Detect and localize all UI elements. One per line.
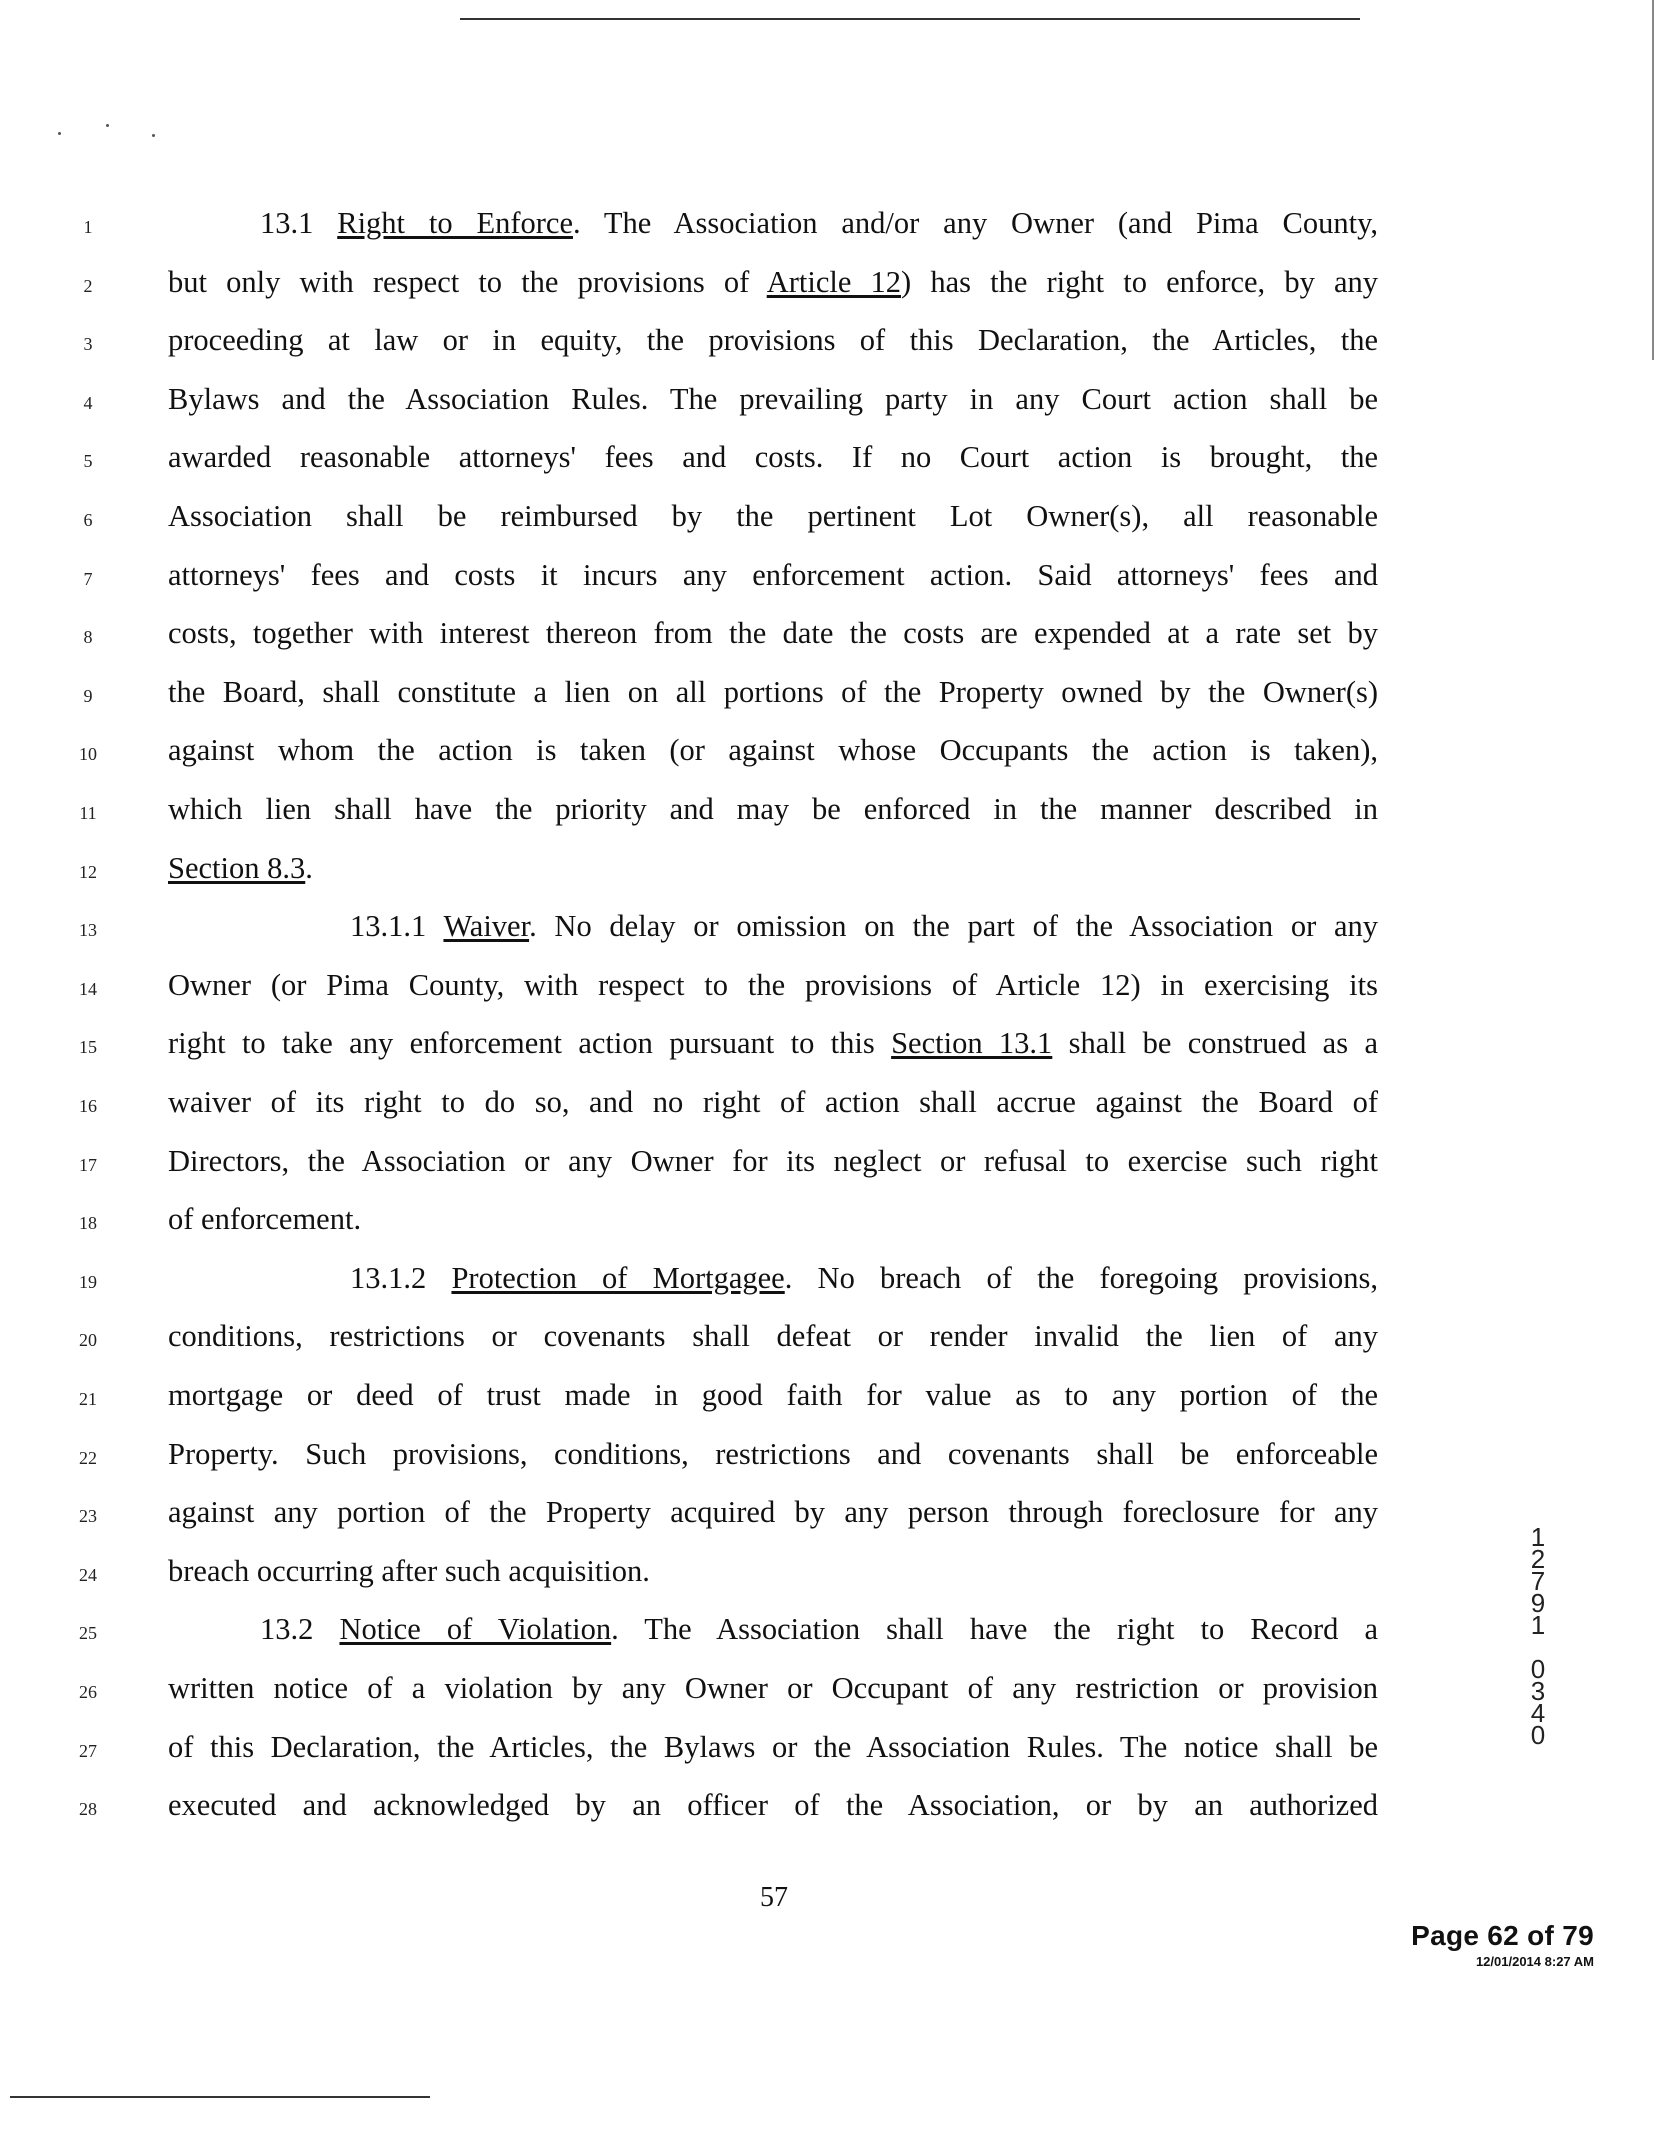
text-segment: executed and acknowledged by an officer of the Association, or by an authorized bbox=[168, 1788, 1378, 1823]
text-segment: Bylaws and the Association Rules. The prevailing party in any Court action shall be bbox=[168, 381, 1378, 416]
text-segment: of enforcement. bbox=[168, 1202, 362, 1237]
line-number: 8 bbox=[83, 627, 93, 648]
text-segment: written notice of a violation by any Owner or Occupant of any restriction or provision bbox=[168, 1671, 1378, 1705]
text-segment: right to take any enforcement action pursuant to this bbox=[168, 1026, 892, 1061]
text-segment: 13.1.1 bbox=[350, 909, 444, 944]
text-line bbox=[168, 501, 1378, 532]
line-number: 23 bbox=[79, 1506, 97, 1527]
docket-page-number bbox=[1522, 1522, 1554, 1750]
text-segment: but only with respect to the provisions of bbox=[168, 264, 767, 299]
text-line bbox=[168, 1143, 1378, 1178]
line-number: 21 bbox=[79, 1389, 97, 1409]
text-line bbox=[168, 1790, 1378, 1821]
text-segment: . The Association and/or any Owner (and Pima County, bbox=[572, 206, 1378, 240]
text-segment: costs, together with interest thereon from the date the costs are expended at a rate set by bbox=[168, 616, 1378, 651]
text-segment: . No delay or omission on the part of the Association or any bbox=[529, 909, 1378, 944]
text-segment: which lien shall have the priority and may be enforced in the manner described in bbox=[168, 792, 1378, 826]
docket-digit: 7 bbox=[1530, 1566, 1546, 1596]
text-line bbox=[168, 1087, 1378, 1118]
page-number: 57 bbox=[760, 1882, 788, 1913]
line-number: 18 bbox=[79, 1213, 97, 1234]
text-line bbox=[168, 264, 1378, 299]
line-number: 12 bbox=[79, 861, 97, 882]
text-segment: 13.2 bbox=[260, 1612, 340, 1647]
line-number: 14 bbox=[79, 978, 97, 999]
text-segment: mortgage or deed of trust made in good faith for value as to any portion of the bbox=[168, 1378, 1378, 1412]
text-segment: ) has the right to enforce, by any bbox=[901, 264, 1378, 299]
text-segment: . No breach of the foregoing provisions, bbox=[784, 1260, 1379, 1295]
text-line bbox=[168, 794, 1378, 825]
text-line bbox=[260, 208, 1378, 239]
text-segment: of this Declaration, the Articles, the Bylaws or the Association Rules. The notice shall be bbox=[168, 1729, 1378, 1764]
text-segment: Property. Such provisions, conditions, restrictions and covenants shall be enforceable bbox=[168, 1436, 1378, 1471]
text-segment: the Board, shall constitute a lien on all portions of the Property owned by the Owner(s) bbox=[168, 674, 1378, 709]
line-number: 13 bbox=[79, 920, 97, 941]
text-segment: proceeding at law or in equity, the provisions of this Declaration, the Articles, the bbox=[168, 323, 1378, 358]
text-line bbox=[168, 325, 1378, 356]
line-number: 11 bbox=[79, 803, 97, 823]
text-segment: against any portion of the Property acquired by any person through foreclosure for any bbox=[168, 1495, 1378, 1530]
text-segment: Directors, the Association or any Owner for its neglect or refusal to exercise such right bbox=[168, 1143, 1378, 1178]
docket-digit: 1 bbox=[1530, 1522, 1546, 1552]
text-segment: 13.1 bbox=[260, 206, 338, 240]
text-line bbox=[168, 850, 1378, 885]
line-number: 16 bbox=[79, 1096, 97, 1116]
text-line bbox=[168, 1204, 1378, 1235]
text-segment: 13.1.2 bbox=[350, 1260, 452, 1295]
recording-stamp bbox=[1411, 1920, 1594, 1969]
docket-digit: 0 bbox=[1530, 1654, 1546, 1684]
text-line bbox=[168, 1729, 1378, 1764]
line-number: 3 bbox=[83, 334, 93, 355]
bottom-left-line bbox=[10, 2096, 430, 2098]
text-line bbox=[350, 911, 1378, 942]
text-line bbox=[260, 1614, 1378, 1645]
text-line bbox=[168, 1553, 1378, 1588]
line-number: 4 bbox=[83, 392, 93, 413]
text-segment: . The Association shall have the right to Record a bbox=[611, 1612, 1378, 1647]
docket-digit: 0 bbox=[1530, 1720, 1546, 1750]
text-line bbox=[168, 1380, 1378, 1411]
docket-digit: 2 bbox=[1530, 1544, 1546, 1574]
docket-digit: 1 bbox=[1530, 1610, 1546, 1640]
line-number: 20 bbox=[79, 1330, 97, 1351]
line-number: 2 bbox=[83, 275, 93, 296]
recording-timestamp: 12/01/2014 8:27 AM bbox=[1475, 1954, 1594, 1969]
line-number: 19 bbox=[79, 1271, 97, 1292]
line-number: 22 bbox=[79, 1447, 97, 1468]
underlined-heading: Protection of Mortgagee bbox=[451, 1260, 785, 1295]
line-number: 7 bbox=[83, 568, 93, 589]
text-line bbox=[168, 735, 1378, 766]
text-line bbox=[350, 1260, 1379, 1295]
line-number: 26 bbox=[79, 1682, 97, 1702]
text-segment: waiver of its right to do so, and no right of action shall accrue against the Board of bbox=[168, 1085, 1378, 1119]
docket-digit: 3 bbox=[1530, 1676, 1546, 1706]
text-line bbox=[168, 442, 1378, 473]
text-line bbox=[168, 1673, 1378, 1704]
text-line bbox=[168, 381, 1378, 416]
underlined-heading: Section 8.3 bbox=[168, 850, 306, 885]
scan-speck bbox=[58, 132, 61, 135]
docket-digit: 9 bbox=[1530, 1588, 1546, 1618]
line-number: 27 bbox=[79, 1740, 97, 1761]
text-segment: breach occurring after such acquisition. bbox=[168, 1553, 650, 1588]
underlined-heading: Section 13.1 bbox=[891, 1026, 1053, 1061]
text-segment: Owner (or Pima County, with respect to the provisions of Article 12) in exercising its bbox=[168, 967, 1378, 1002]
text-segment: awarded reasonable attorneys' fees and costs. If no Court action is brought, the bbox=[168, 440, 1378, 475]
text-line bbox=[168, 674, 1378, 709]
line-number: 10 bbox=[79, 744, 97, 765]
top-border-line bbox=[460, 18, 1360, 20]
text-segment: conditions, restrictions or covenants shall defeat or render invalid the lien of any bbox=[168, 1319, 1378, 1354]
scan-speck bbox=[152, 134, 155, 137]
text-line bbox=[168, 1321, 1378, 1352]
text-line bbox=[168, 618, 1378, 649]
text-segment: . bbox=[305, 850, 313, 885]
line-number: 28 bbox=[79, 1799, 97, 1820]
text-line bbox=[168, 1497, 1378, 1528]
text-segment: shall be construed as a bbox=[1052, 1026, 1378, 1061]
text-line bbox=[168, 1028, 1378, 1059]
underlined-heading: Waiver bbox=[443, 909, 530, 944]
text-line bbox=[168, 557, 1378, 592]
line-number: 15 bbox=[79, 1037, 97, 1058]
line-number: 6 bbox=[83, 510, 93, 530]
docket-digit: 4 bbox=[1530, 1698, 1546, 1728]
underlined-heading: Right to Enforce bbox=[337, 206, 573, 240]
underlined-heading: Article 12 bbox=[766, 264, 902, 299]
line-number: 17 bbox=[79, 1154, 97, 1175]
line-number: 1 bbox=[83, 217, 93, 237]
text-segment: against whom the action is taken (or against whose Occupants the action is taken), bbox=[168, 733, 1378, 768]
scan-speck bbox=[106, 124, 109, 127]
page-count-label: Page 62 of 79 bbox=[1411, 1920, 1594, 1951]
text-line bbox=[168, 1436, 1378, 1471]
line-number: 9 bbox=[83, 685, 93, 706]
line-number: 5 bbox=[83, 451, 93, 472]
line-number: 24 bbox=[79, 1564, 97, 1585]
line-number: 25 bbox=[79, 1623, 97, 1644]
underlined-heading: Notice of Violation bbox=[339, 1612, 612, 1647]
text-segment: attorneys' fees and costs it incurs any enforcement action. Said attorneys' fees and bbox=[168, 557, 1378, 592]
text-line bbox=[168, 967, 1378, 1002]
text-segment: Association shall be reimbursed by the pertinent Lot Owner(s), all reasonable bbox=[168, 499, 1378, 533]
right-edge-line bbox=[1652, 0, 1654, 360]
